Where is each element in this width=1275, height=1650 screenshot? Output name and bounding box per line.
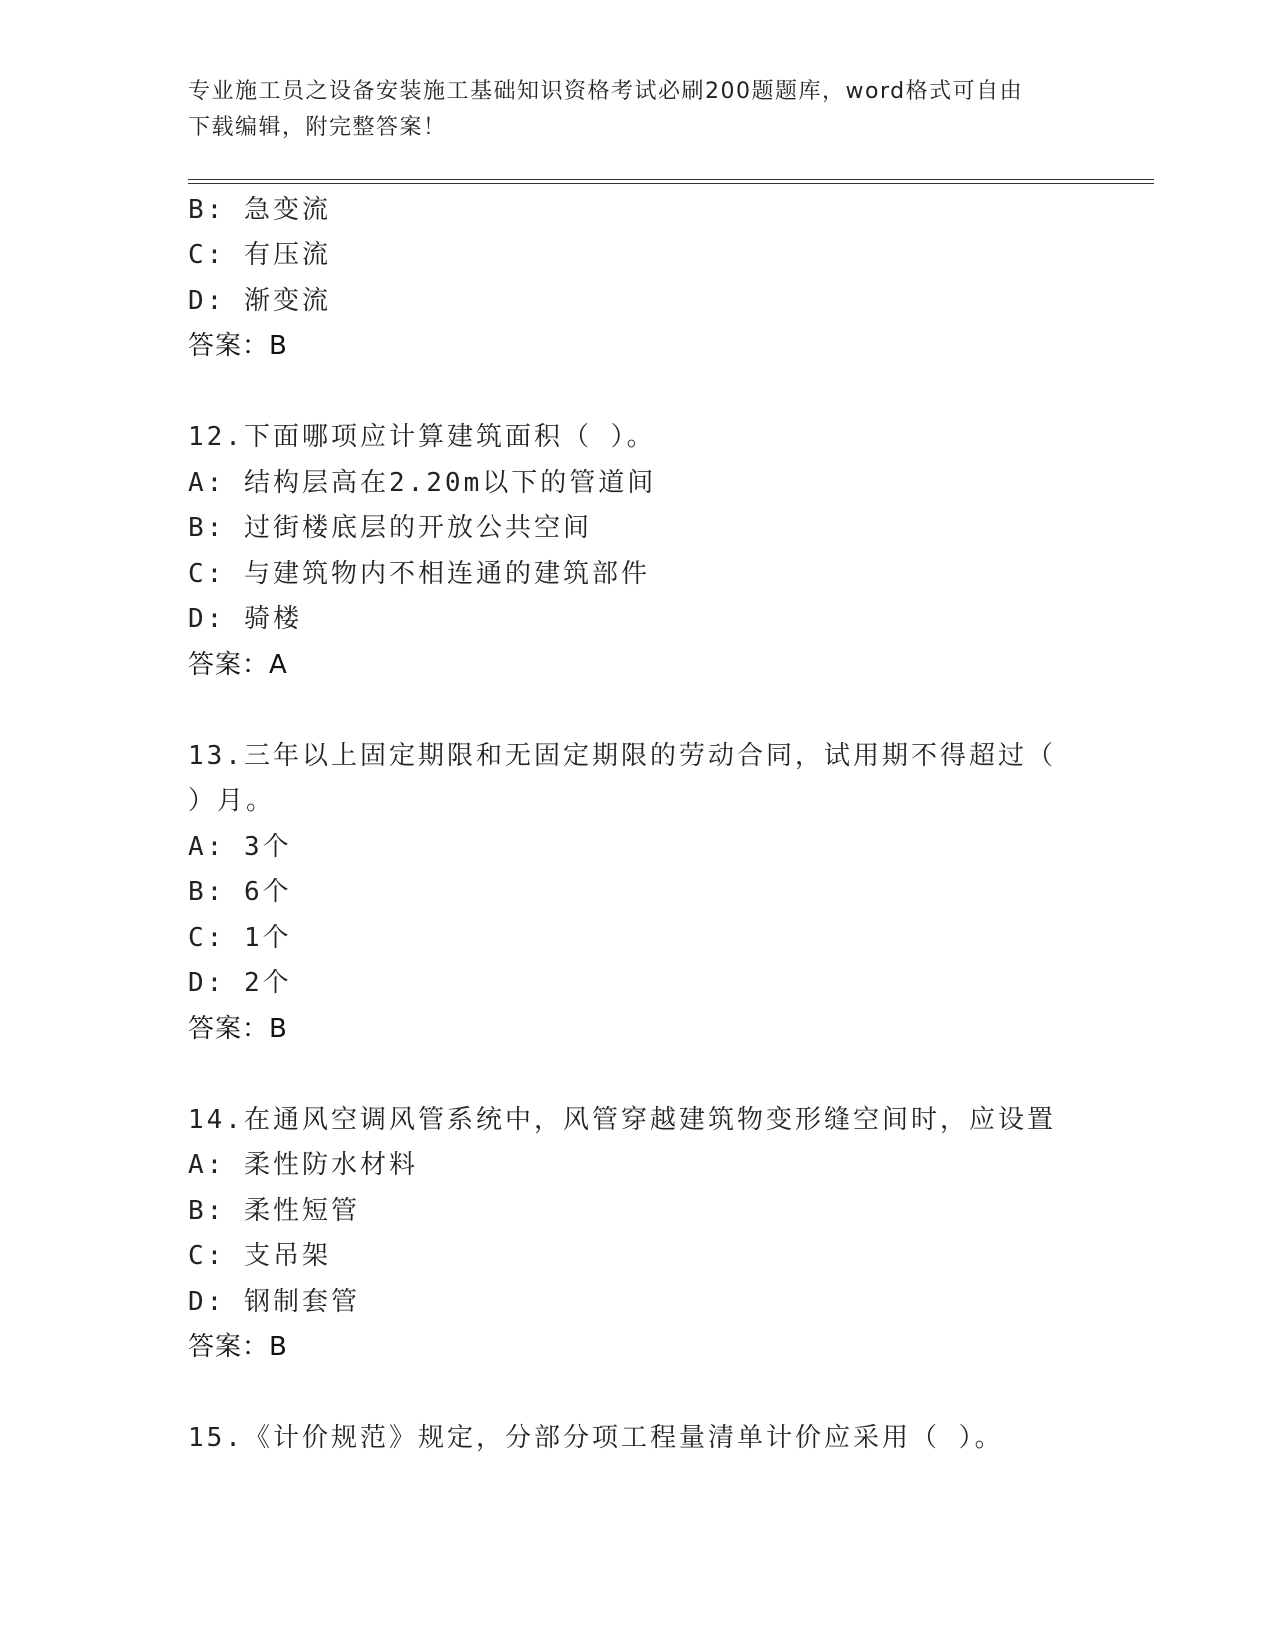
q13-option-d: D: 2个 [188,968,292,998]
q11-option-c: C: 有压流 [188,240,331,270]
q12-option-a: A: 结构层高在2.20m以下的管道间 [188,468,657,498]
q11-option-d: D: 渐变流 [188,286,331,316]
q11-answer: 答案：B [188,331,288,361]
q13-question-line-2: ）月。 [188,786,276,816]
q12-answer: 答案：A [188,650,288,680]
document-header [188,74,1088,146]
header-line-2: 下载编辑，附完整答案！ [188,115,447,140]
q15-question: 15.《计价规范》规定，分部分项工程量清单计价应采用（ ）。 [188,1423,1004,1453]
q14-answer: 答案：B [188,1332,288,1362]
q12-question: 12.下面哪项应计算建筑面积（ ）。 [188,422,656,452]
q12-option-b: B: 过街楼底层的开放公共空间 [188,513,592,543]
q14-option-b: B: 柔性短管 [188,1196,360,1226]
q12-option-d: D: 骑楼 [188,604,302,634]
q13-option-b: B: 6个 [188,877,292,907]
header-divider-bottom [188,183,1154,184]
q13-answer: 答案：B [188,1014,288,1044]
header-divider-top [188,179,1154,180]
q14-option-c: C: 支吊架 [188,1241,331,1271]
q13-question-line-1: 13.三年以上固定期限和无固定期限的劳动合同，试用期不得超过（ [188,741,1056,771]
q13-option-a: A: 3个 [188,832,292,862]
q14-option-d: D: 钢制套管 [188,1287,360,1317]
header-line-1: 专业施工员之设备安装施工基础知识资格考试必刷200题题库，word格式可自由 [188,79,1024,104]
q14-option-a: A: 柔性防水材料 [188,1150,418,1180]
q13-option-c: C: 1个 [188,923,292,953]
q14-question: 14.在通风空调风管系统中，风管穿越建筑物变形缝空间时，应设置 [188,1105,1056,1135]
q11-option-b: B: 急变流 [188,195,331,225]
q12-option-c: C: 与建筑物内不相连通的建筑部件 [188,559,650,589]
